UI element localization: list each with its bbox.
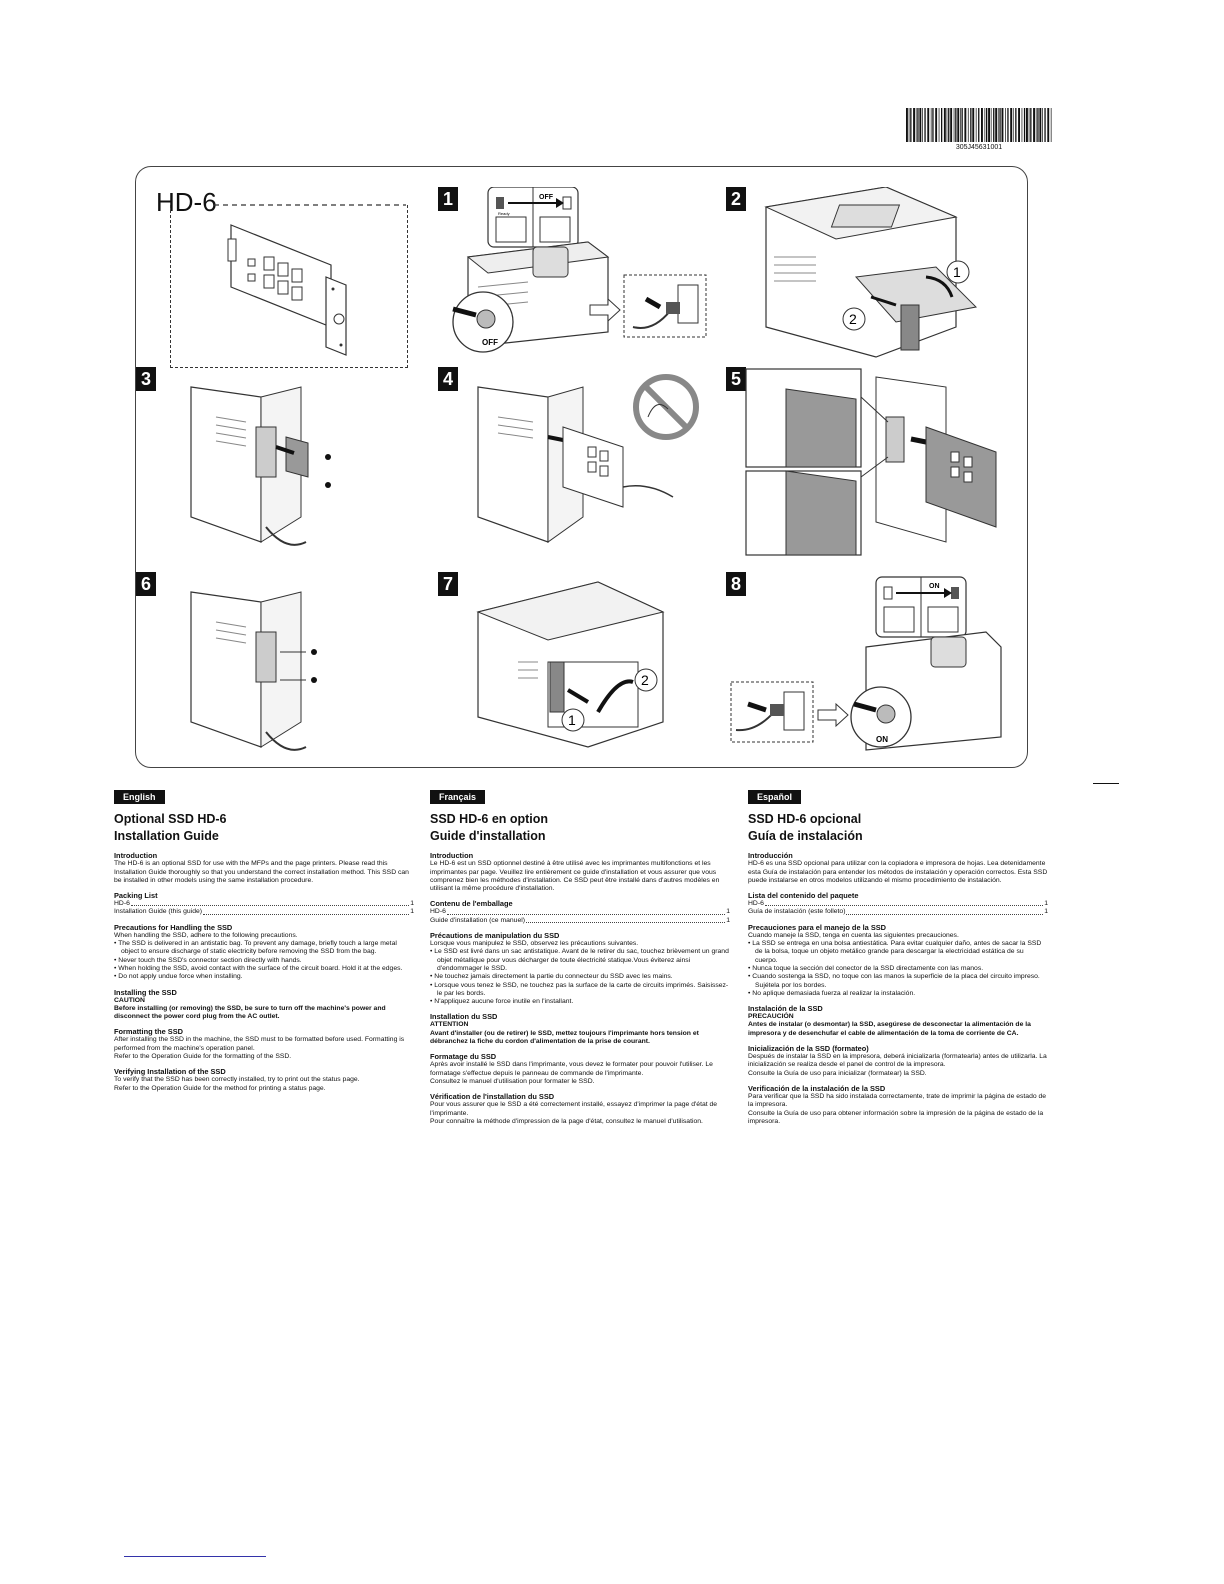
- barcode-bar: [1029, 108, 1030, 142]
- formatting-text: Después de instalar la SSD en la impresora, deberá inicializarla (formatearla) antes de utilizarla. La inicialización se realiza desde el panel de control de la impresora.: [748, 1053, 1047, 1069]
- barcode-bar: [978, 108, 979, 142]
- french-section: [430, 790, 730, 1126]
- close-rear-cover-drawing: [438, 572, 728, 762]
- step-number: 7: [438, 572, 458, 596]
- spanish-title: SSD HD-6 opcional: [748, 812, 862, 827]
- barcode-bar: [916, 108, 917, 142]
- precautions-list: [748, 940, 1048, 998]
- barcode-bar: [1039, 108, 1041, 142]
- illustration-panel: [135, 166, 1028, 768]
- list-item: • Nunca toque la sección del conector de la SSD directamente con las manos.: [748, 965, 1048, 973]
- slide-ssd-drawing: [726, 367, 1016, 557]
- barcode-bar: [991, 108, 992, 142]
- english-title: Optional SSD HD-6: [114, 812, 227, 827]
- language-tag-english: English: [114, 790, 165, 804]
- caution-text: Avant d'installer (ou de retirer) le SSD, mettez toujours l'imprimante hors tension et débranchez la fiche du cordon d'alimentation de la prise de courant.: [430, 1029, 699, 1046]
- barcode-bar: [972, 108, 974, 142]
- ssd-board-drawing: [136, 177, 426, 367]
- precautions-heading: Precauciones para el manejo de la SSD: [748, 922, 887, 932]
- formatting-text: Après avoir installé le SSD dans l'imprimante, vous devez le formater pour pouvoir l'utiliser. Le formatage s'effectue depuis le panneau de commande de l'imprimante.: [430, 1061, 713, 1077]
- verifying-text: Pour vous assurer que le SSD a été correctement installé, essayez d'imprimer la page d'état de l'imprimante.: [430, 1101, 718, 1117]
- intro-text: The HD-6 is an optional SSD for use with the MFPs and the page printers. Please read this Installation Guide thoroughly so that you understand the correct installation method. This SSD can be installed in other models using the same installation procedure.: [114, 860, 409, 884]
- list-item: • Do not apply undue force when installing.: [114, 973, 414, 981]
- barcode-bar: [999, 108, 1000, 142]
- step-2: [726, 187, 1016, 377]
- barcode-bar: [962, 108, 963, 142]
- on-label: ON: [929, 583, 940, 590]
- barcode-bar: [964, 108, 966, 142]
- packing-heading: Lista del contenido del paquete: [748, 891, 859, 901]
- callout-2: 2: [641, 672, 649, 688]
- barcode-bar: [981, 108, 983, 142]
- step-number: 8: [726, 572, 746, 596]
- packing-item: HD-6 1: [114, 900, 414, 908]
- barcode-bar: [1024, 108, 1025, 142]
- packing-heading: Packing List: [114, 891, 158, 901]
- open-rear-cover-drawing: [726, 187, 1016, 377]
- intro-heading: Introducción: [748, 851, 793, 861]
- packing-item: HD-6 1: [430, 908, 730, 916]
- installing-heading: Instalación de la SSD: [748, 1004, 823, 1014]
- spanish-section: [748, 790, 1048, 1126]
- list-item: • Never touch the SSD's connector section directly with hands.: [114, 957, 414, 965]
- barcode-bar: [944, 108, 946, 142]
- barcode-bar: [932, 108, 933, 142]
- barcode-bar: [941, 108, 942, 142]
- verifying-heading: Verifying Installation of the SSD: [114, 1067, 226, 1077]
- intro-text: Le HD-6 est un SSD optionnel destiné à être utilisé avec les imprimantes multifonctions et les imprimantes par page. Veuillez lire entièrement ce guide d'installation et vous assurer que vous comprenez bien les méthodes d'installation. Ce SSD peut être installé dans d'autres modèles en utilisant la même procédure d'installation.: [430, 860, 720, 893]
- step-5: [726, 367, 1016, 557]
- precautions-intro: Lorsque vous manipulez le SSD, observez les précautions suivantes.: [430, 940, 639, 948]
- list-item: • La SSD se entrega en una bolsa antiestática. Para evitar cualquier daño, antes de sacar la SSD de la bolsa, toque un objeto metálico grande para descargar la electricidad estática de su cuerpo.: [748, 940, 1048, 965]
- product-illustration: [136, 177, 426, 357]
- barcode-bar: [1042, 108, 1043, 142]
- barcode-bar: [947, 108, 948, 142]
- barcode-bar: [998, 108, 999, 142]
- step-7: [438, 572, 728, 762]
- barcode-bar: [988, 108, 990, 142]
- language-tag-spanish: Español: [748, 790, 801, 804]
- barcode-bar: [948, 108, 949, 142]
- list-item: • The SSD is delivered in an antistatic bag. To prevent any damage, briefly touch a large metal object to ensure discharge of static electricity before removing the SSD from the bag.: [114, 940, 414, 957]
- insert-ssd-drawing: [438, 367, 728, 557]
- verifying-ref: Pour connaître la méthode d'impression de la page d'état, consultez le manuel d'utilisation.: [430, 1117, 703, 1125]
- barcode-bar: [919, 108, 921, 142]
- installing-heading: Installation du SSD: [430, 1012, 498, 1022]
- step-number: 5: [726, 367, 746, 391]
- barcode-bar: [960, 108, 961, 142]
- callout-1: 1: [568, 712, 576, 728]
- barcode-bar: [910, 108, 911, 142]
- fasten-screws-drawing: [136, 572, 426, 762]
- bottom-rule: [124, 1556, 266, 1557]
- packing-item: Installation Guide (this guide) 1: [114, 908, 414, 916]
- list-item: • When holding the SSD, avoid contact with the surface of the circuit board. Hold it at the edges.: [114, 965, 414, 973]
- step-8: [726, 572, 1016, 762]
- barcode-bar: [1018, 108, 1020, 142]
- formatting-ref: Consulte la Guía de uso para inicializar (formatear) la SSD.: [748, 1069, 927, 1077]
- caution-label: PRECAUCIÓN: [748, 1013, 794, 1021]
- precautions-heading: Précautions de manipulation du SSD: [430, 931, 560, 941]
- packing-item: Guía de instalación (este folleto) 1: [748, 908, 1048, 916]
- verifying-text: Para verificar que la SSD ha sido instalada correctamente, trate de imprimir la página de estado de la impresora.: [748, 1092, 1047, 1109]
- off-label: OFF: [539, 194, 553, 201]
- verifying-text: To verify that the SSD has been correctly installed, try to print out the status page.: [114, 1076, 360, 1084]
- step-1: [438, 187, 728, 377]
- barcode-bar: [986, 108, 987, 142]
- barcode-bar: [917, 108, 918, 142]
- barcode-bar: [1036, 108, 1037, 142]
- barcode-number: 305J45631001: [955, 144, 1003, 151]
- barcode-bar: [935, 108, 937, 142]
- off-switch-label: OFF: [482, 338, 498, 347]
- barcode-bar: [906, 108, 908, 142]
- remove-screws-drawing: [136, 367, 426, 557]
- barcode-bar: [1026, 108, 1028, 142]
- barcode-bar: [950, 108, 952, 142]
- barcode-bar: [1002, 108, 1004, 142]
- barcode-bar: [970, 108, 971, 142]
- packing-heading: Contenu de l'emballage: [430, 899, 513, 909]
- barcode-bar: [924, 108, 925, 142]
- english-section: [114, 790, 414, 1093]
- barcode-bar: [985, 108, 986, 142]
- french-title: SSD HD-6 en option: [430, 812, 549, 827]
- barcode-bar: [1051, 108, 1052, 142]
- language-tag-french: Français: [430, 790, 485, 804]
- barcode-bar: [1015, 108, 1016, 142]
- callout-2: 2: [849, 311, 857, 327]
- formatting-heading: Inicialización de la SSD (formateo): [748, 1044, 869, 1054]
- step-3: [136, 367, 426, 557]
- barcode-bar: [968, 108, 969, 142]
- power-on-drawing: [726, 572, 1016, 762]
- intro-heading: Introduction: [430, 851, 474, 861]
- precautions-intro: Cuando maneje la SSD, tenga en cuenta las siguientes precauciones.: [748, 931, 959, 939]
- formatting-ref: Consultez le manuel d'utilisation pour formater le SSD.: [430, 1077, 595, 1085]
- barcode-bar: [1047, 108, 1049, 142]
- intro-text: HD-6 es una SSD opcional para utilizar con la copiadora e impresora de hojas. Lea detenidamente esta Guía de instalación para entender los métodos de instalación y operación correctos. Esta SSD puede instalarse en otros modelos utilizando el mismo procedimiento de instalación.: [748, 860, 1048, 884]
- barcode-bar: [1022, 108, 1023, 142]
- precautions-heading: Precautions for Handling the SSD: [114, 922, 233, 932]
- barcode-bar: [909, 108, 910, 142]
- barcode-bar: [1033, 108, 1035, 142]
- barcode-bar: [995, 108, 997, 142]
- barcode-bar: [976, 108, 977, 142]
- step-6: [136, 572, 426, 762]
- edge-mark: [1093, 783, 1119, 784]
- ready-label: Ready: [498, 211, 510, 216]
- precautions-list: [430, 948, 730, 1006]
- english-subtitle: Installation Guide: [114, 829, 219, 844]
- verifying-heading: Verificación de la instalación de la SSD: [748, 1083, 886, 1093]
- barcode-bar: [1013, 108, 1014, 142]
- list-item: • No aplique demasiada fuerza al realizar la instalación.: [748, 990, 1048, 998]
- verifying-heading: Vérification de l'installation du SSD: [430, 1092, 555, 1102]
- list-item: • Ne touchez jamais directement la partie du connecteur du SSD avec les mains.: [430, 973, 730, 981]
- barcode-bar: [1005, 108, 1006, 142]
- list-item: • Cuando sostenga la SSD, no toque con las manos la superficie de la placa del circuito impreso. Sujétela por los bordes.: [748, 973, 1048, 990]
- caution-text: Antes de instalar (o desmontar) la SSD, asegúrese de desconectar la alimentación de la impresora y de desenchufar el cable de alimentación de la toma de corriente de CA.: [748, 1021, 1031, 1037]
- barcode-bar: [1010, 108, 1012, 142]
- list-item: • N'appliquez aucune force inutile en l'installant.: [430, 998, 730, 1006]
- barcode-bar: [1044, 108, 1045, 142]
- formatting-ref: Refer to the Operation Guide for the formatting of the SSD.: [114, 1053, 292, 1061]
- formatting-text: After installing the SSD in the machine, the SSD must to be formatted before used. Formatting is performed from the machine's operation panel.: [114, 1036, 405, 1052]
- step-4: [438, 367, 728, 557]
- barcode-bar: [1007, 108, 1008, 142]
- barcode-bar: [1037, 108, 1038, 142]
- verifying-ref: Refer to the Operation Guide for the method for printing a status page.: [114, 1084, 326, 1092]
- precautions-intro: When handling the SSD, adhere to the following precautions.: [114, 931, 298, 939]
- callout-1: 1: [953, 264, 961, 280]
- barcode-bar: [1030, 108, 1031, 142]
- installing-heading: Installing the SSD: [114, 987, 177, 997]
- product-label: HD-6: [156, 187, 217, 217]
- step-number: 6: [136, 572, 156, 596]
- barcode-bar: [913, 108, 915, 142]
- french-subtitle: Guide d'installation: [430, 829, 546, 844]
- list-item: • Lorsque vous tenez le SSD, ne touchez pas la surface de la carte de circuits imprimés. Saisissez-le par les bords.: [430, 982, 730, 999]
- barcode-bar: [939, 108, 940, 142]
- barcode-bar: [993, 108, 994, 142]
- barcode-bar: [927, 108, 929, 142]
- precautions-list: [114, 940, 414, 981]
- barcode-bar: [957, 108, 959, 142]
- power-off-drawing: [438, 187, 728, 377]
- barcode-bar: [954, 108, 955, 142]
- on-switch-label: ON: [876, 735, 888, 744]
- spanish-subtitle: Guía de instalación: [748, 829, 863, 844]
- formatting-heading: Formatage du SSD: [430, 1052, 497, 1062]
- packing-item: Guide d'installation (ce manuel) 1: [430, 916, 730, 924]
- caution-text: Before installing (or removing) the SSD, be sure to turn off the machine's power and disconnect the power cord plug from the AC outlet.: [114, 1004, 386, 1021]
- step-number: 2: [726, 187, 746, 211]
- caution-label: ATTENTION: [430, 1021, 469, 1029]
- step-number: 4: [438, 367, 458, 391]
- packing-item: HD-6 1: [748, 900, 1048, 908]
- barcode-bar: [922, 108, 923, 142]
- step-number: 1: [438, 187, 458, 211]
- barcode: [906, 108, 1052, 142]
- barcode-bar: [931, 108, 932, 142]
- list-item: • Le SSD est livré dans un sac antistatique. Avant de le retirer du sac, touchez brièvement un grand objet métallique pour vous décharger de toute électricité statique.Vous éviterez ainsi d'endommager le SSD.: [430, 948, 730, 973]
- step-number: 3: [136, 367, 156, 391]
- formatting-heading: Formatting the SSD: [114, 1027, 183, 1037]
- intro-heading: Introduction: [114, 851, 158, 861]
- barcode-bar: [955, 108, 956, 142]
- verifying-ref: Consulte la Guía de uso para obtener información sobre la impresión de la página de estado de la impresora.: [748, 1109, 1044, 1125]
- caution-label: CAUTION: [114, 996, 145, 1004]
